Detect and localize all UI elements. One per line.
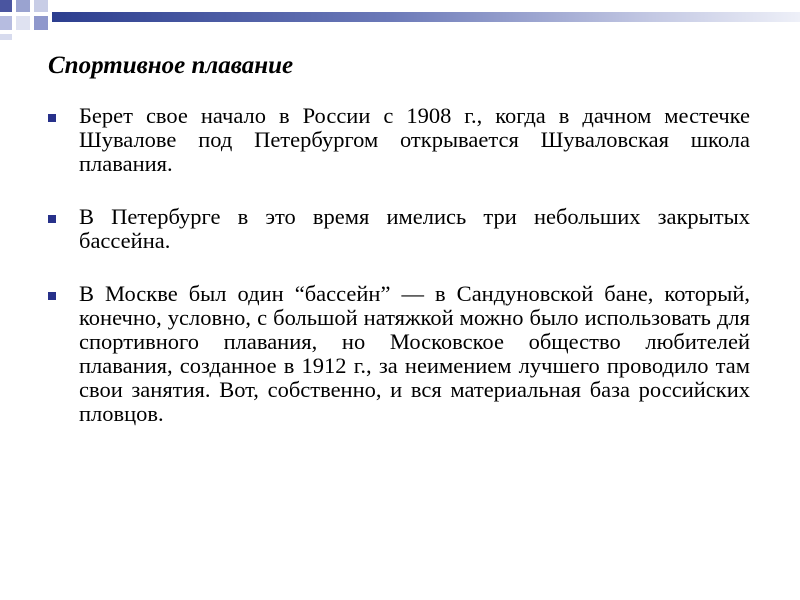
- bullet-list: [44, 104, 750, 455]
- paragraph-text: Берет свое начало в России с 1908 г., когда в дачном местечке Шувалове под Петербургом открывается Шуваловская школа плавания.: [79, 103, 750, 176]
- deco-square: [0, 34, 12, 40]
- deco-square: [0, 0, 12, 12]
- deco-square: [34, 16, 48, 30]
- deco-square: [16, 16, 30, 30]
- deco-square: [0, 16, 12, 30]
- paragraph-text: В Петербурге в это время имелись три небольших закрытых бассейна.: [79, 204, 750, 253]
- list-item: [44, 104, 750, 176]
- header-decoration: [0, 0, 800, 40]
- deco-square: [16, 0, 30, 12]
- list-item: [44, 282, 750, 426]
- deco-square: [34, 0, 48, 12]
- list-item: [44, 205, 750, 253]
- square-bullet-icon: [48, 215, 56, 223]
- slide-title: Спортивное плавание: [48, 52, 294, 79]
- square-bullet-icon: [48, 114, 56, 122]
- header-gradient-bar: [52, 12, 800, 22]
- paragraph-text: В Москве был один “бассейн” — в Сандуновской бане, который, конечно, условно, с большой натяжкой можно было использовать для спортивного плавания, но Московское общество любителей плавания, созданное в 1912 г., за неимением лучшего проводило там свои занятия. Вот, собственно, и вся материальная база российских пловцов.: [79, 281, 750, 426]
- square-bullet-icon: [48, 292, 56, 300]
